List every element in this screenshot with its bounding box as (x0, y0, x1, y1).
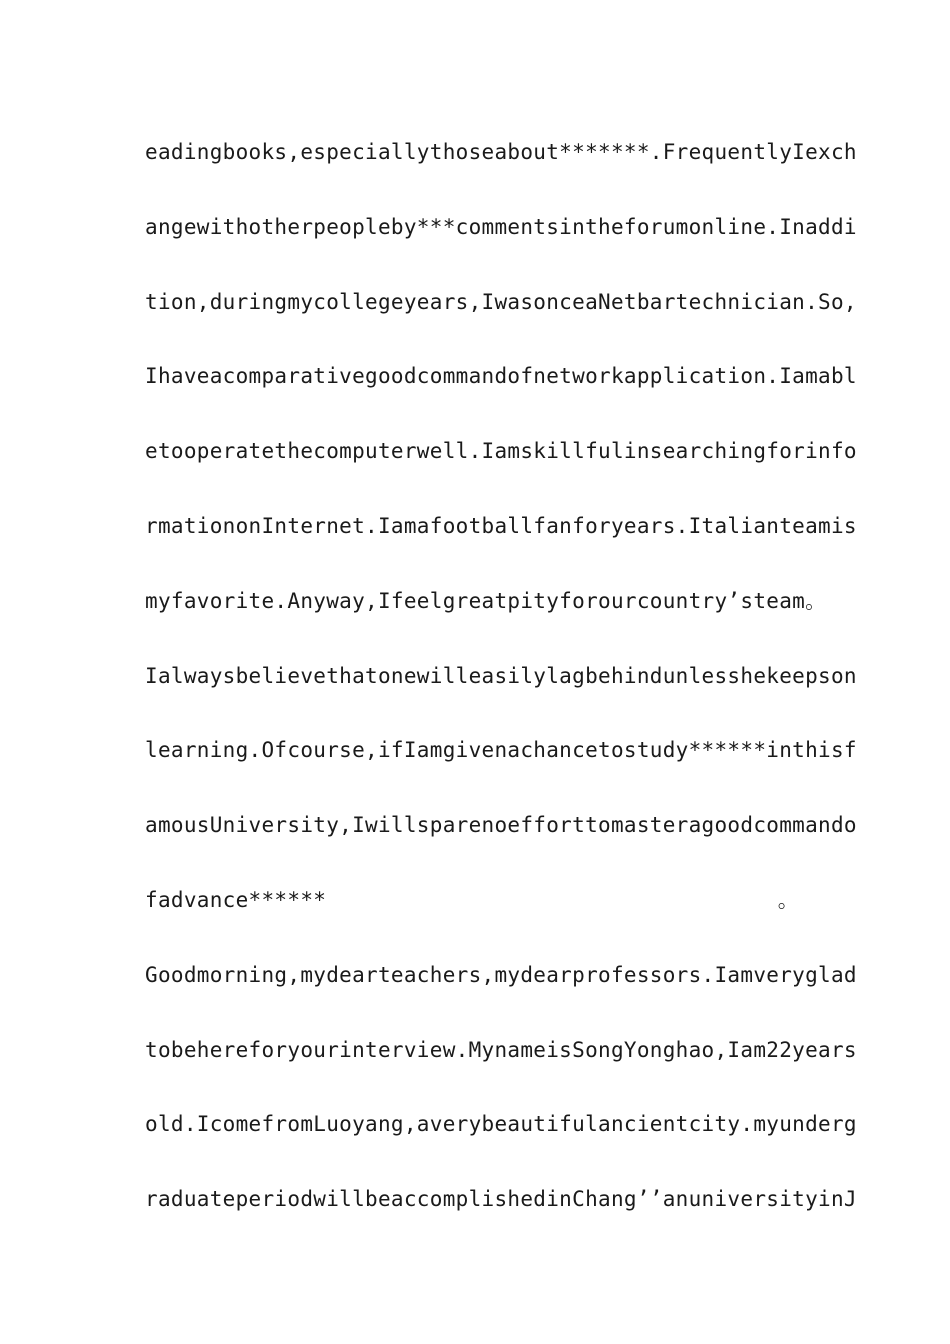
line-end-mark (857, 436, 863, 511)
text-line (145, 661, 857, 736)
line-text: tion,duringmycollegeyears,IwasonceaNetbartechnician.So, (145, 289, 857, 314)
line-text: raduateperiodwillbeaccomplishedinChang’’anuniversityinJ (145, 1187, 857, 1212)
line-text: Ialwaysbelievethatonewilleasilylagbehindunlesshekeepson (145, 663, 857, 688)
text-line (145, 885, 805, 960)
text-line (145, 287, 857, 362)
text-line (145, 212, 857, 287)
line-end-mark (857, 287, 863, 362)
text-line (145, 1035, 857, 1110)
line-end-mark (857, 1184, 863, 1259)
line-end-mark: 。 (805, 588, 827, 613)
text-line (145, 511, 857, 586)
text-line (145, 810, 857, 885)
line-text: Ihaveacomparativegoodcommandofnetworkapplication.Iamabl (145, 364, 857, 389)
line-text: myfavorite.Anyway,Ifeelgreatpityforourcountry’steam (145, 588, 806, 613)
line-text: Goodmorning,mydearteachers,mydearprofessors.Iamveryglad (145, 962, 857, 987)
text-line (145, 361, 857, 436)
line-text: eadingbooks,especiallythoseabout*******.FrequentlyIexch (145, 140, 857, 164)
body-text (145, 137, 857, 1259)
line-text: learning.Ofcourse,ifIamgivenachancetostudy******inthisf (145, 738, 857, 763)
line-text: tobehereforyourinterview.MynameisSongYonghao,Iam22years (145, 1037, 857, 1062)
line-end-mark (857, 361, 863, 436)
line-end-mark (857, 735, 863, 810)
text-line (145, 1109, 857, 1184)
line-end-mark: 。 (777, 887, 799, 912)
line-text: fadvance****** (145, 887, 327, 912)
line-text: rmationonInternet.Iamafootballfanforyears.Italianteamis (145, 513, 857, 538)
line-end-mark (857, 511, 863, 586)
line-text: angewithotherpeopleby***commentsintheforumonline.Inaddi (145, 214, 857, 239)
text-line (145, 436, 857, 511)
text-line (145, 137, 857, 212)
text-line (145, 586, 827, 661)
line-text: etooperatethecomputerwell.Iamskillfulinsearchingforinfo (145, 439, 857, 464)
line-end-mark (857, 1109, 863, 1184)
line-end-mark (857, 212, 863, 287)
text-line (145, 960, 857, 1035)
line-end-mark (857, 661, 863, 736)
line-end-mark (857, 960, 863, 1035)
text-line (145, 735, 857, 810)
line-text: amousUniversity,Iwillsparenoefforttomasteragoodcommando (145, 813, 857, 838)
line-end-mark (857, 137, 863, 212)
line-text: old.IcomefromLuoyang,averybeautifulancientcity.myunderg (145, 1112, 857, 1137)
line-end-mark (857, 810, 863, 885)
text-line (145, 1184, 857, 1259)
line-end-mark (857, 1035, 863, 1110)
